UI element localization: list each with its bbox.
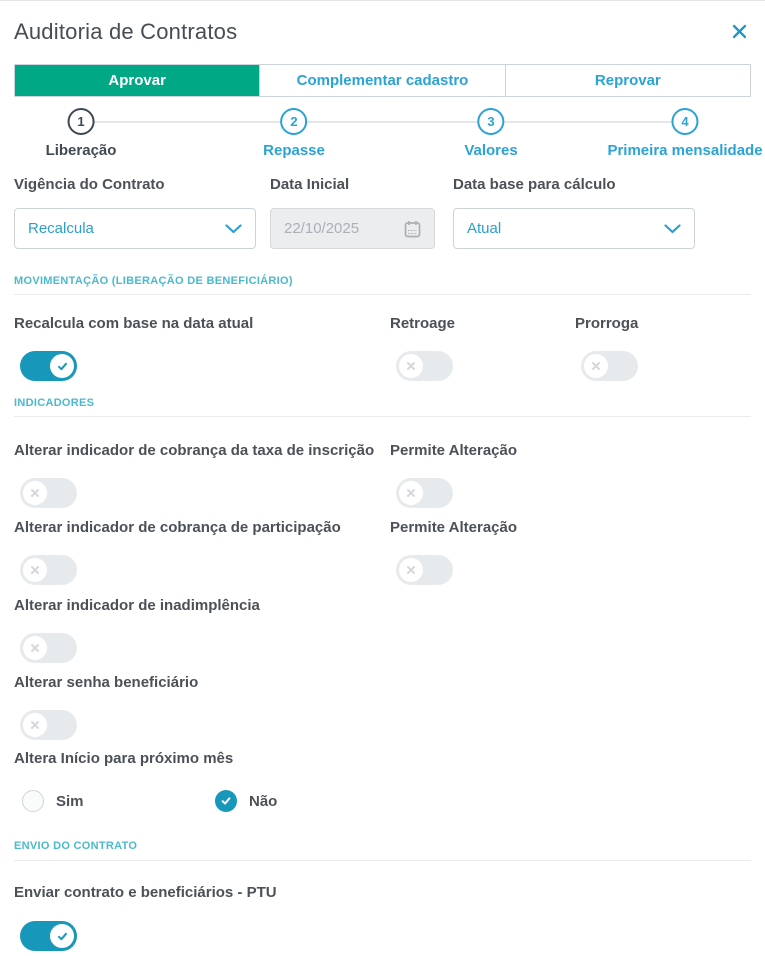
field-data-inicial [270,176,435,249]
radio-option-nao[interactable] [215,790,277,812]
radio-nao[interactable] [215,790,237,812]
chevron-down-icon [225,224,242,234]
date-value: 22/10/2025 [284,220,360,237]
toggle-taxa-inscricao[interactable] [20,478,77,508]
check-icon [220,795,232,807]
step-label: Repasse [263,142,325,159]
chevron-down-icon [664,224,681,234]
toggle-label: Recalcula com base na data atual [14,315,254,332]
toggle-permite-alteracao-1[interactable] [396,478,453,508]
toggle-retroage[interactable] [396,351,453,381]
toggle-label: Permite Alteração [390,519,518,536]
toggle-label: Alterar indicador de inadimplência [14,597,260,614]
tab-aprovar[interactable]: Aprovar [15,65,259,96]
select-value: Recalcula [28,220,94,237]
toggle-enviar-contrato-ptu[interactable] [20,921,77,951]
field-label: Data base para cálculo [453,176,616,193]
toggle-group-permite-alteracao-1 [390,442,751,508]
toggle-group-retroage [390,315,575,381]
x-icon [23,558,47,582]
radio-group-label: Altera Início para próximo mês [14,750,234,767]
section-title-movimentacao: MOVIMENTAÇÃO (LIBERAÇÃO DE BENEFICIÁRIO) [14,275,293,287]
toggle-group-cobranca-participacao [14,519,390,585]
toggle-recalcula-data-atual[interactable] [20,351,77,381]
stepper [14,108,763,170]
step-number: 4 [671,108,698,135]
check-icon [50,924,74,948]
field-label: Data Inicial [270,176,350,193]
toggle-label: Retroage [390,315,456,332]
x-icon [399,354,423,378]
toggle-label: Alterar senha beneficiário [14,674,199,691]
close-button[interactable] [728,20,751,43]
step-number: 3 [478,108,505,135]
indicadores-row [14,442,751,508]
section-title-indicadores: INDICADORES [14,397,95,409]
step-label: Valores [464,142,518,159]
toggle-label: Permite Alteração [390,442,518,459]
x-icon [23,713,47,737]
modal-header [14,19,751,47]
step-repasse[interactable] [263,108,325,159]
toggle-group-permite-alteracao-2 [390,519,751,585]
x-icon [399,481,423,505]
toggle-prorroga[interactable] [581,351,638,381]
step-label: Liberação [45,142,117,159]
field-label: Vigência do Contrato [14,176,165,193]
step-number: 2 [281,108,308,135]
toggle-group-senha-beneficiario [14,674,751,740]
form-fields-row [14,176,751,249]
step-number: 1 [68,108,95,135]
stepper-connector-line [81,121,685,123]
section-divider [14,860,751,861]
toggle-group-recalcula-data-atual [14,315,390,381]
page-title: Auditoria de Contratos [14,19,238,44]
field-vigencia-contrato [14,176,256,249]
toggle-group-taxa-inscricao [14,442,390,508]
data-base-calculo-select[interactable] [453,208,695,249]
step-label: Primeira mensalidade [607,142,763,159]
toggle-permite-alteracao-2[interactable] [396,555,453,585]
x-icon [23,481,47,505]
tab-reprovar[interactable]: Reprovar [505,65,750,96]
toggle-cobranca-participacao[interactable] [20,555,77,585]
vigencia-contrato-select[interactable] [14,208,256,249]
select-value: Atual [467,220,502,237]
movimentacao-toggle-row [14,315,751,381]
tab-complementar-cadastro[interactable]: Complementar cadastro [259,65,504,96]
toggle-label: Prorroga [575,315,639,332]
calendar-icon [404,220,421,238]
data-inicial-input [270,208,435,249]
check-icon [50,354,74,378]
toggle-group-inadimplencia [14,597,751,663]
toggle-label: Enviar contrato e beneficiários - PTU [14,884,277,901]
tab-bar [14,64,751,97]
step-valores[interactable] [464,108,517,159]
toggle-label: Alterar indicador de cobrança da taxa de inscrição [14,442,375,459]
toggle-inadimplencia[interactable] [20,633,77,663]
toggle-senha-beneficiario[interactable] [20,710,77,740]
toggle-label: Alterar indicador de cobrança de participação [14,519,341,536]
section-divider [14,294,751,295]
field-data-base-calculo [453,176,695,249]
section-title-envio-contrato: ENVIO DO CONTRATO [14,840,138,852]
x-icon [584,354,608,378]
radio-group-altera-inicio [14,790,751,812]
radio-label: Não [249,792,278,810]
section-divider [14,416,751,417]
radio-label: Sim [56,792,84,810]
step-primeira-mensalidade[interactable] [607,108,762,159]
radio-option-sim[interactable] [22,790,215,812]
toggle-group-prorroga [575,315,751,381]
indicadores-row [14,519,751,585]
close-icon [732,24,747,39]
radio-sim[interactable] [22,790,44,812]
x-icon [399,558,423,582]
step-liberacao[interactable] [46,108,117,159]
x-icon [23,636,47,660]
